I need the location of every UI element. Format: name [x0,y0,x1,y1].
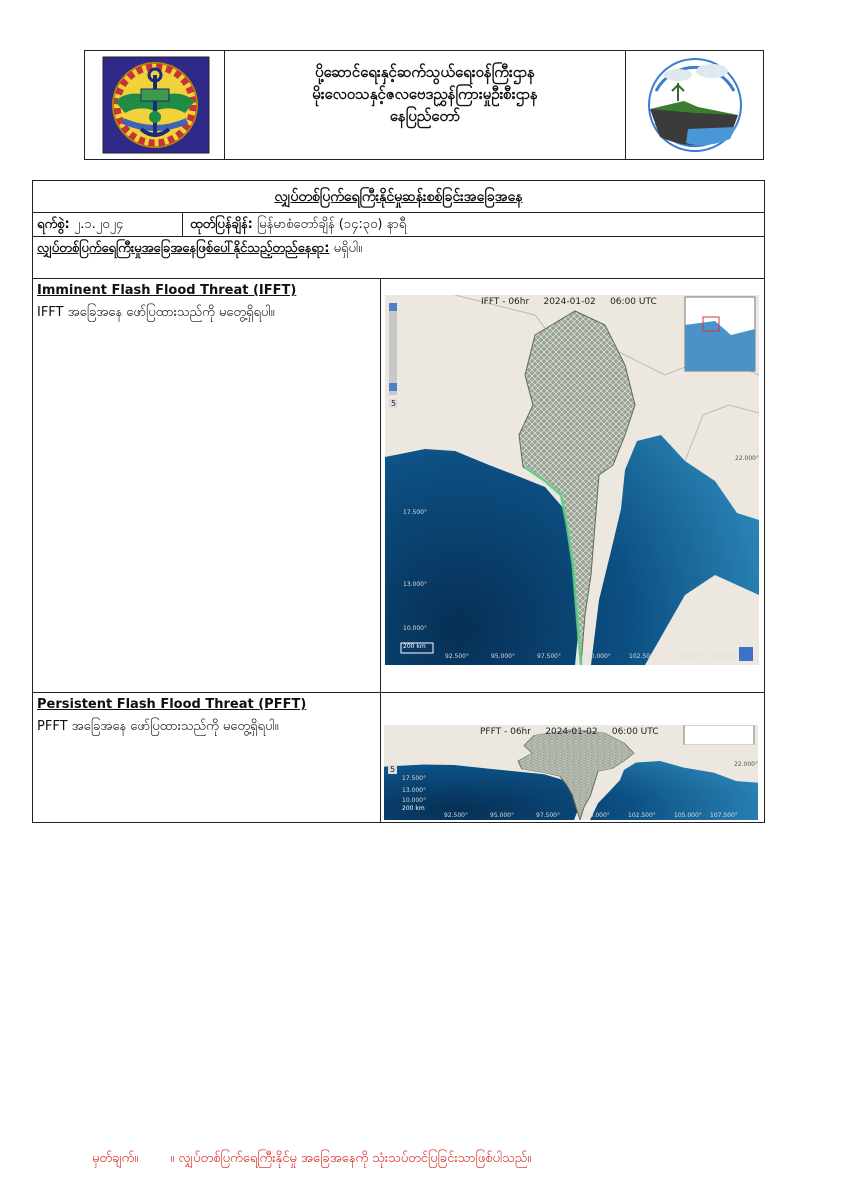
zoom-in-button[interactable] [389,303,397,311]
ministry-name: ပို့ဆောင်ရေးနှင့်ဆက်သွယ်ရေးဝန်ကြီးဌာန [315,63,535,81]
ifft-section [33,279,764,693]
pfft-lon-label-7: 107.500° [710,812,738,819]
ifft-lon-label-1: 92.500° [445,653,469,660]
pfft-map-frame [380,692,381,823]
pfft-lat-label-1: 22.000° [734,761,758,768]
ifft-lat-label-4: 10.000° [403,625,427,632]
pfft-heading: Persistent Flash Flood Threat (PFFT) [37,697,307,712]
pfft-lon-label-5: 102.500° [628,812,656,819]
ifft-text-cell [33,279,381,692]
letterhead-title [225,61,625,127]
zoom-out-button[interactable] [389,383,397,391]
ifft-lat-label-1: 22.000° [735,455,759,462]
date-row [33,213,764,237]
table-title: လျှပ်တစ်ပြက်ရေကြီးနိုင်မှုဆန်းစစ်ခြင်းအခြေအနေ [274,189,523,205]
pfft-lon-label-3: 97.500° [536,812,560,819]
info-button[interactable] [739,647,753,661]
pfft-lon-label-1: 92.500° [444,812,468,819]
issue-time-cell [184,213,764,236]
footer-note-label: မှတ်ချက်။ [92,1151,139,1166]
ifft-lat-label-2: 17.500° [403,509,427,516]
pfft-map-header: PFFT - 06hr 2024-01-02 06:00 UTC [480,727,659,737]
footer-note-text: ။ လျှပ်တစ်ပြက်ရေကြီးနိုင်မှု အခြေအနေကို သုံးသပ်တင်ပြခြင်းသာဖြစ်ပါသည်။ [170,1151,532,1166]
ifft-map-header: IFFT - 06hr 2024-01-02 06:00 UTC [481,297,657,307]
ifft-lon-label-5: 102.500° [629,653,657,660]
ifft-status-text: IFFT အခြေအနေ ဖော်ပြထားသည်ကို မတွေ့ရှိရပါ။ [37,305,275,320]
issue-time-label: ထုတ်ပြန်ချိန်: [190,217,253,232]
pfft-lon-label-2: 95.000° [490,812,514,819]
ifft-lon-label-2: 95.000° [491,653,515,660]
pfft-scale-label: 200 km [402,805,425,812]
date-label: ရက်စွဲ: [37,217,70,232]
issue-time-value: မြန်မာစံတော်ချိန် (၁၄:၃၀) နာရီ [257,217,407,232]
pfft-map[interactable] [384,725,758,820]
letterhead [84,50,764,160]
pfft-status-text: PFFT အခြေအနေ ဖော်ပြထားသည်ကို မတွေ့ရှိရပါ။ [37,719,279,734]
zoom-slider[interactable] [389,303,397,395]
places-row [33,237,764,279]
ifft-lon-label-4: 100.000° [583,653,611,660]
ifft-map[interactable] [385,295,759,665]
pfft-lat-label-3: 13.000° [402,787,426,794]
pfft-lon-label-4: 100.000° [582,812,610,819]
pfft-lon-label-6: 105.000° [674,812,702,819]
city-name: နေပြည်တော် [389,107,461,125]
places-value: မရှိပါ။ [333,241,363,256]
ifft-heading: Imminent Flash Flood Threat (IFFT) [37,283,297,298]
ifft-scale-label: 200 km [403,643,426,650]
ifft-lon-label-3: 97.500° [537,653,561,660]
pfft-text-cell [33,693,381,822]
ifft-zoom-level: 5 [391,399,397,408]
pfft-zoom-level: 5 [390,765,396,774]
pfft-lat-label-4: 10.000° [402,797,426,804]
places-label: လျှပ်တစ်ပြက်ရေကြီးမှုအခြေအနေဖြစ်ပေါ်နိုင်သည့်တည်နေရာ: [37,241,330,256]
ifft-lat-label-3: 13.000° [403,581,427,588]
ifft-lon-label-7: 107.500° [711,653,739,660]
date-cell [33,213,183,236]
ministry-logo [85,51,225,159]
pfft-map-canvas [384,725,758,820]
date-value: ၂.၁.၂၀၂၄ [73,217,124,232]
hydrology-logo [625,51,763,159]
ifft-lon-label-6: 105.000° [675,653,703,660]
department-name: မိုးလေဝသနှင့်ဇလဗေဒညွှန်ကြားမှုဦးစီးဌာန [312,85,538,103]
table-title-row [33,181,764,213]
footer-note [92,1150,772,1169]
pfft-lat-label-2: 17.500° [402,775,426,782]
ifft-map-canvas [385,295,759,665]
